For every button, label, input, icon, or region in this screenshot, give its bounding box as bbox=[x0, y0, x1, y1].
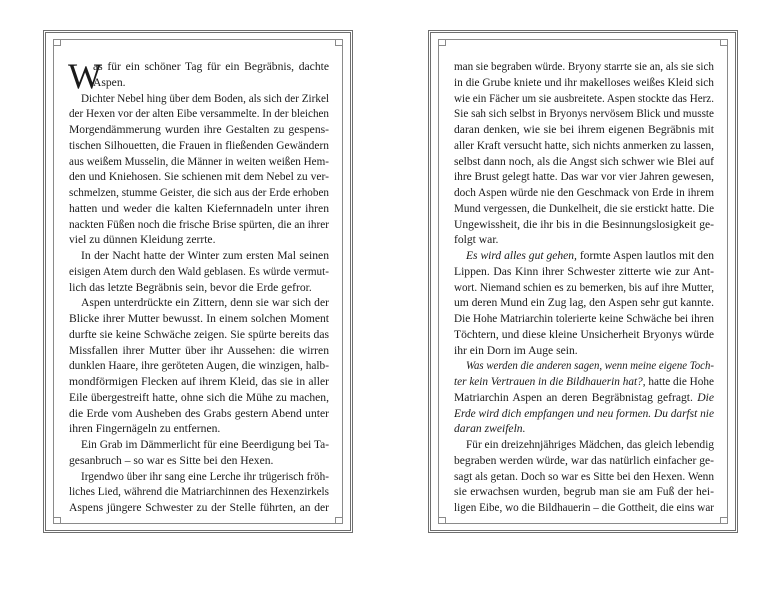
text-line bbox=[69, 500, 329, 516]
body-text: folgt war. bbox=[454, 233, 499, 247]
text-line bbox=[454, 138, 714, 154]
body-text: ihre Brust gelegt hatte. Das war vor vier Jahren gewesen, bbox=[454, 170, 714, 184]
text-line bbox=[69, 421, 329, 437]
body-text: aller Kraft versucht hatte, sich nichts anmerken zu lassen, bbox=[454, 138, 714, 152]
body-text: selbst dann noch, als die Angst sich schwer wie Blei auf bbox=[454, 154, 714, 168]
text-line bbox=[454, 358, 714, 374]
text-line bbox=[454, 59, 714, 75]
line-content bbox=[69, 500, 329, 516]
body-text: Aspens jüngere Schwester zu der Stelle führten, an der bbox=[69, 501, 329, 514]
frame-corner bbox=[438, 517, 446, 524]
text-line bbox=[69, 327, 329, 343]
line-content bbox=[69, 484, 329, 500]
text-line bbox=[69, 437, 329, 453]
text-line bbox=[454, 106, 714, 122]
text-line bbox=[69, 122, 329, 138]
line-content bbox=[81, 248, 329, 264]
text-line bbox=[69, 154, 329, 170]
italic-text: ter kein Vertrauen in die Bildhauerin hat? bbox=[454, 375, 643, 388]
line-content bbox=[454, 295, 714, 311]
line-content bbox=[69, 201, 329, 217]
body-text: viel zu dünnen Kleidung zerrte. bbox=[69, 233, 216, 247]
line-content bbox=[454, 421, 526, 437]
body-text: formte Aspen lautlos mit den bbox=[576, 249, 714, 262]
frame-corner bbox=[438, 39, 446, 46]
body-text: ihren Fingernägeln zu entfernen. bbox=[69, 422, 221, 436]
line-content bbox=[69, 106, 329, 122]
text-line bbox=[69, 106, 329, 122]
text-line bbox=[69, 59, 329, 75]
body-text: Aspen unterdrückte ein Zittern, denn sie war sich der bbox=[81, 296, 329, 310]
line-content bbox=[69, 421, 220, 437]
line-content bbox=[454, 280, 714, 296]
text-line bbox=[454, 327, 714, 343]
text-line bbox=[454, 280, 714, 296]
text-line bbox=[454, 91, 714, 107]
line-content bbox=[69, 358, 329, 374]
text-line bbox=[69, 295, 329, 311]
line-content bbox=[454, 264, 714, 280]
text-line bbox=[69, 358, 329, 374]
line-content bbox=[454, 217, 714, 233]
line-content bbox=[454, 374, 714, 390]
body-text: Töchtern, und diese kleine Unsicherheit Bryonys würde bbox=[454, 327, 714, 341]
body-text: wie ein Fächer um sie ausbreitete. Aspen stockte das Herz. bbox=[454, 91, 714, 105]
line-content bbox=[454, 106, 714, 122]
page-text bbox=[68, 56, 329, 516]
text-line bbox=[454, 122, 714, 138]
line-content bbox=[454, 343, 578, 359]
line-content bbox=[466, 248, 714, 264]
text-line bbox=[69, 311, 329, 327]
line-content bbox=[93, 59, 329, 75]
text-line bbox=[454, 169, 714, 185]
body-text: den und Kniehosen. Sie schienen mit dem Nebel zu ver- bbox=[69, 170, 329, 184]
body-text: Dichter Nebel hing über dem Boden, als sich der Zirkel bbox=[81, 91, 329, 105]
line-content bbox=[81, 91, 329, 107]
drop-cap: W bbox=[68, 56, 102, 96]
body-text: ligen Eibe, wo die Bildhauerin – die Gottheit, die eins war bbox=[454, 501, 714, 514]
body-text: doch Aspen würde nie den Geschmack von Erde in ihrem bbox=[454, 186, 714, 199]
body-text: Sie sah sich selbst in Bryonys nervösem Blick und musste bbox=[454, 107, 714, 121]
body-text: tischen Silhouetten, die Frauen in fließenden Gewändern bbox=[69, 138, 329, 152]
body-text: wort. Niemand schien es zu bemerken, bis auf ihre Mutter, bbox=[454, 280, 714, 294]
text-line bbox=[69, 75, 329, 91]
body-text: Blicke ihrer Mutter bewusst. In einem solchen Moment bbox=[69, 312, 329, 325]
text-line bbox=[69, 217, 329, 233]
text-line bbox=[454, 421, 714, 437]
body-text: sie erwachsen wurden, begrub man sie am Fuß der hei- bbox=[454, 485, 714, 499]
line-content bbox=[69, 390, 329, 406]
line-content bbox=[81, 295, 329, 311]
text-line bbox=[69, 484, 329, 500]
line-content bbox=[81, 469, 329, 485]
text-line bbox=[454, 295, 714, 311]
line-content bbox=[69, 138, 329, 154]
text-line bbox=[69, 91, 329, 107]
line-content bbox=[454, 59, 714, 75]
text-line bbox=[454, 437, 714, 453]
text-line bbox=[454, 248, 714, 264]
body-text: hatten und weder die kalten Kiefernnadeln unter ihren bbox=[69, 201, 329, 215]
body-text: Morgendämmerung wurden ihre Gestalten zu gespens- bbox=[69, 123, 329, 136]
text-line bbox=[454, 500, 714, 516]
text-line bbox=[69, 201, 329, 217]
line-content bbox=[454, 232, 498, 248]
text-line bbox=[69, 185, 329, 201]
line-content bbox=[69, 406, 329, 422]
body-text: Matriarchin Aspen an deren Begräbnistag gefragt. bbox=[454, 390, 698, 404]
text-line bbox=[69, 390, 329, 406]
line-content bbox=[69, 374, 329, 390]
line-content bbox=[454, 327, 714, 343]
line-content bbox=[454, 154, 714, 170]
text-line bbox=[69, 264, 329, 280]
body-text: durfte sie keine Schwäche zeigen. Sie spürte bereits das bbox=[69, 327, 329, 341]
body-text: Lippen. Das Kinn ihrer Schwester zitterte wie zur Ant- bbox=[454, 264, 714, 278]
text-line bbox=[454, 343, 714, 359]
body-text: der Hexen vor der alten Eibe versammelte. In der bleichen bbox=[69, 107, 329, 121]
text-line bbox=[454, 453, 714, 469]
italic-text: daran zweifeln. bbox=[454, 422, 526, 436]
text-line bbox=[454, 185, 714, 201]
body-text: ihr ein Dorn im Auge sein. bbox=[454, 343, 578, 357]
line-content bbox=[454, 185, 714, 201]
body-text: gesanbruch – so war es Sitte bei den Hexen. bbox=[69, 453, 274, 467]
text-line bbox=[69, 469, 329, 485]
line-content bbox=[69, 311, 329, 327]
line-content bbox=[454, 500, 714, 516]
line-content bbox=[93, 75, 126, 91]
body-text: dunklen Haare, ihre geröteten Augen, die winzigen, halb- bbox=[69, 359, 329, 373]
text-line bbox=[454, 154, 714, 170]
left-page bbox=[43, 30, 353, 533]
text-line bbox=[69, 169, 329, 185]
text-line bbox=[69, 248, 329, 264]
body-text: eisigen Atem durch den Wald geblasen. Es würde vermut- bbox=[69, 264, 329, 278]
body-text: um deren Mund ein Zug lag, den Aspen sehr gut kannte. bbox=[454, 296, 714, 310]
text-line bbox=[454, 469, 714, 485]
text-line bbox=[69, 453, 329, 469]
line-content bbox=[69, 169, 329, 185]
line-content bbox=[69, 154, 329, 170]
text-line bbox=[454, 217, 714, 233]
line-content bbox=[454, 311, 714, 327]
text-line bbox=[454, 264, 714, 280]
text-line bbox=[454, 201, 714, 217]
text-line bbox=[454, 390, 714, 406]
line-content bbox=[454, 138, 714, 154]
line-content bbox=[454, 453, 714, 469]
frame-corner bbox=[335, 517, 343, 524]
body-text: Die Hohe Matriarchin tolerierte keine Schwäche bei ihren bbox=[454, 312, 714, 325]
text-line bbox=[454, 311, 714, 327]
body-text: liches Lied, während die Matriarchinnen des Hexenzirkels bbox=[69, 485, 329, 499]
text-line bbox=[454, 232, 714, 248]
line-content bbox=[466, 358, 714, 374]
line-content bbox=[454, 169, 714, 185]
frame-corner bbox=[335, 39, 343, 46]
italic-text: Erde wird dich empfangen und neu formen. Du darfst nie bbox=[454, 406, 714, 420]
body-text: in die Grube kniete und ihr makelloses weißes Kleid sich bbox=[454, 75, 714, 89]
line-content bbox=[69, 453, 273, 469]
italic-text: Was werden die anderen sagen, wenn meine eigene Toch- bbox=[466, 359, 714, 373]
line-content bbox=[69, 280, 312, 296]
body-text: In der Nacht hatte der Winter zum ersten Mal seinen bbox=[81, 249, 329, 262]
text-line bbox=[69, 374, 329, 390]
body-text: Für ein dreizehnjähriges Mädchen, das gleich lebendig bbox=[466, 438, 714, 451]
line-content bbox=[454, 406, 714, 422]
text-line bbox=[454, 75, 714, 91]
frame-corner bbox=[720, 39, 728, 46]
body-text: begraben werden würde, war das natürlich einfacher ge- bbox=[454, 453, 714, 467]
line-content bbox=[454, 122, 714, 138]
text-line bbox=[454, 406, 714, 422]
text-line bbox=[69, 232, 329, 248]
body-text: Mund vergessen, die Dunkelheit, die sie erstickt hatte. Die bbox=[454, 201, 714, 215]
line-content bbox=[454, 469, 714, 485]
frame-corner bbox=[53, 517, 61, 524]
text-line bbox=[454, 374, 714, 390]
body-text: daran denken, wie sie bei ihrem eigenen Begräbnis mit bbox=[454, 123, 714, 136]
text-line bbox=[69, 138, 329, 154]
text-line bbox=[454, 484, 714, 500]
frame-corner bbox=[720, 517, 728, 524]
body-text: as für ein schöner Tag für ein Begräbnis, dachte bbox=[93, 60, 329, 73]
body-text: Irgendwo über ihr sang eine Lerche ihr trügerisch fröh- bbox=[81, 469, 329, 483]
text-line bbox=[69, 280, 329, 296]
text-line bbox=[69, 406, 329, 422]
line-content bbox=[69, 122, 329, 138]
italic-text: Es wird alles gut gehen, bbox=[466, 249, 577, 262]
body-text: Missfallen ihrer Mutter über ihr Aussehen: die wirren bbox=[69, 343, 329, 357]
frame-corner bbox=[53, 39, 61, 46]
text-line bbox=[69, 343, 329, 359]
line-content bbox=[69, 264, 329, 280]
line-content bbox=[466, 437, 714, 453]
line-content bbox=[69, 185, 329, 201]
body-text: lich das letzte Begräbnis sein, bevor die Erde gefror. bbox=[69, 280, 312, 294]
body-text: Ein Grab im Dämmerlicht für eine Beerdigung bei Ta- bbox=[81, 438, 329, 451]
body-text: Ungewissheit, die ihr bis in die Besinnungslosigkeit ge- bbox=[454, 217, 714, 231]
page-text bbox=[454, 59, 714, 516]
line-content bbox=[81, 437, 329, 453]
body-text: aus weißem Musselin, die Männer in weiten weißen Hem- bbox=[69, 154, 329, 168]
body-text: schmelzen, stumme Geister, die sich aus der Erde erhoben bbox=[69, 186, 329, 199]
line-content bbox=[69, 343, 329, 359]
body-text: nackten Füßen noch die frische Brise spürten, die an ihrer bbox=[69, 217, 329, 231]
line-content bbox=[454, 91, 714, 107]
body-text: die Erde vom Ausheben des Grabs gestern Abend unter bbox=[69, 406, 329, 420]
body-text: , hatte die Hohe bbox=[642, 375, 714, 388]
body-text: Aspen. bbox=[93, 75, 126, 89]
line-content bbox=[69, 327, 329, 343]
line-content bbox=[454, 75, 714, 91]
body-text: man sie begraben würde. Bryony starrte sie an, als sie sich bbox=[454, 60, 714, 73]
line-content bbox=[454, 201, 714, 217]
line-content bbox=[69, 217, 329, 233]
italic-text: Die bbox=[697, 390, 714, 404]
body-text: mondförmigen Flecken auf ihrem Kleid, das sie in aller bbox=[69, 375, 329, 388]
body-text: sagt als getan. Doch so war es Sitte bei den Hexen. Wenn bbox=[454, 469, 714, 483]
line-content bbox=[69, 232, 215, 248]
body-text: Eile übergestreift hatte, ohne sich die Mühe zu machen, bbox=[69, 390, 329, 404]
line-content bbox=[454, 484, 714, 500]
line-content bbox=[454, 390, 714, 406]
right-page bbox=[428, 30, 738, 533]
